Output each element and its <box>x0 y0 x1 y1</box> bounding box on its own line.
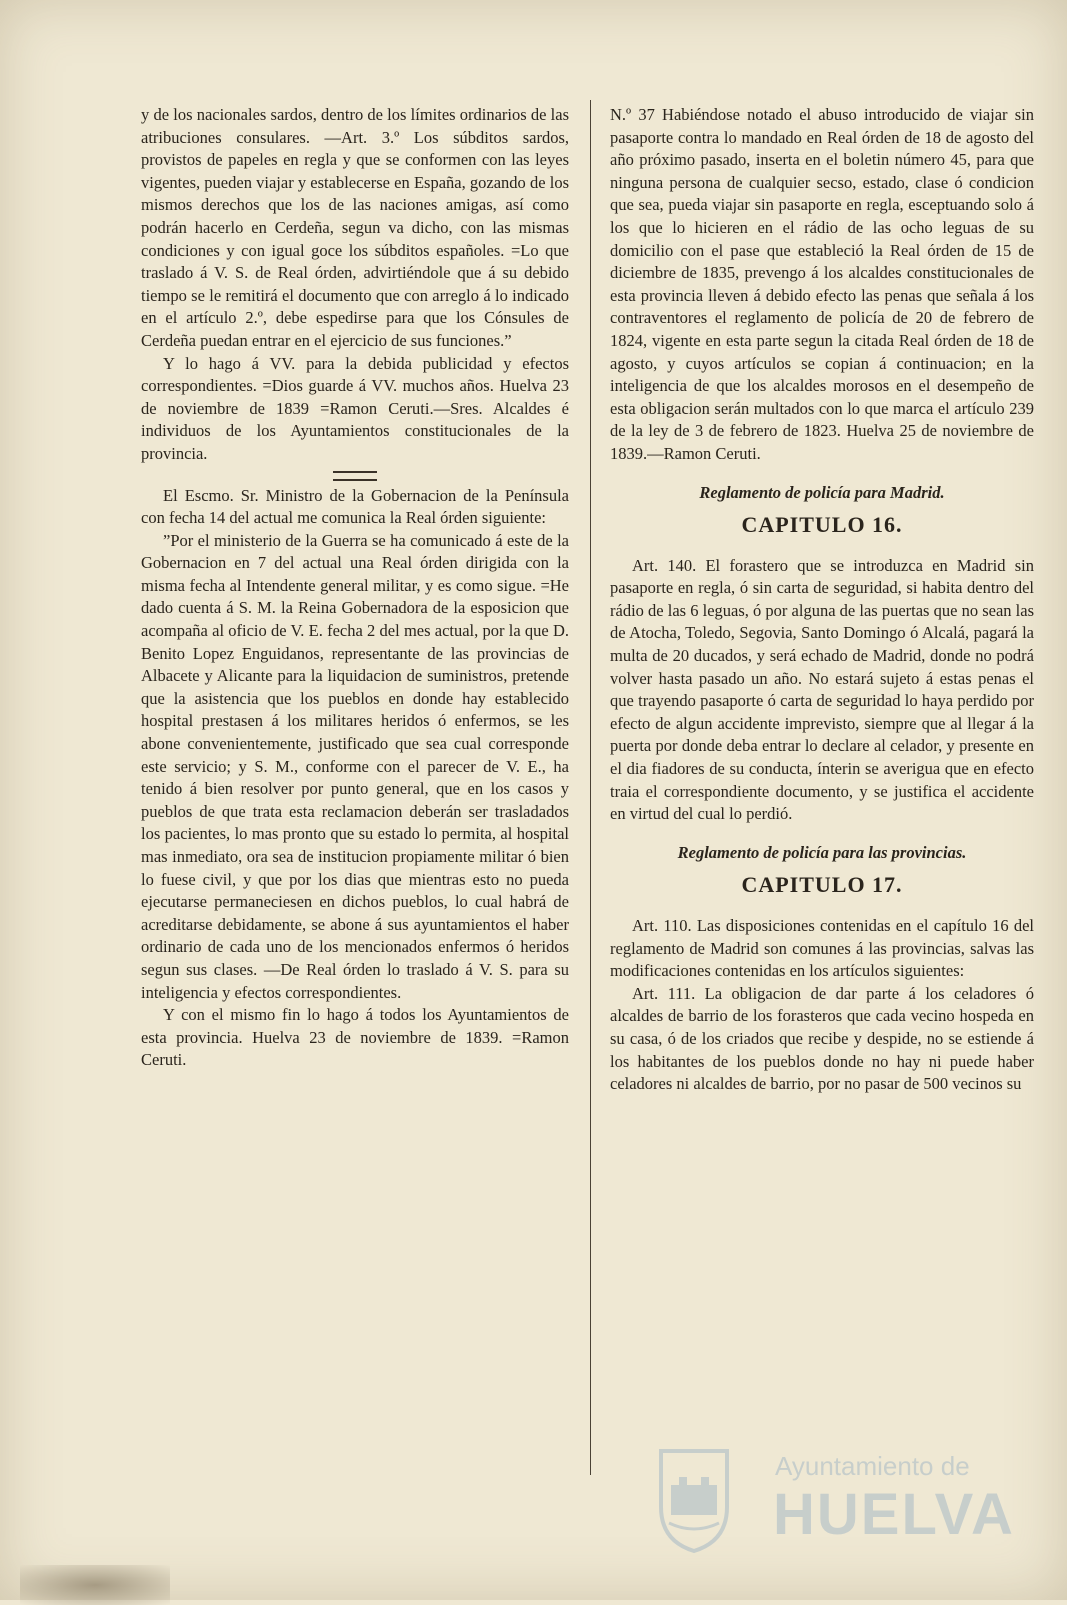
right-paragraph-1: N.º 37 Habiéndose notado el abuso introducido de viajar sin pasaporte contra lo mandado en Real órden de 18 de agosto del año próximo pasado, inserta en el boletin número 45, para que ninguna persona de cualquier secso, estado, clase ó condicion que sea, pueda viajar sin pasaporte en regla, esceptuando solo á los que lo hicieren en el rádio de las ocho leguas de su domicilio con el pase que estableció la Real órden de 15 de diciembre de 1835, prevengo á los alcaldes constitucionales de esta provincia lleven á debido efecto las penas que señala á los contraventores el reglamento de policía de 20 de febrero de 1824, vigente en esta parte segun la citada Real órden de 18 de agosto, y cuyos artículos se copian á continuacion; en la inteligencia de que los alcaldes morosos en el desempeño de esta obligacion serán multados con lo que marca el artículo 239 de la ley de 3 de febrero de 1823. Huelva 25 de noviembre de 1839.—Ramon Ceruti. <box>610 105 1034 463</box>
left-paragraph-5: Y con el mismo fin lo hago á todos los Ayuntamientos de esta provincia. Huelva 23 de noviembre de 1839. =Ramon Ceruti. <box>141 1005 569 1070</box>
left-paragraph-2: Y lo hago á VV. para la debida publicidad y efectos correspondientes. =Dios guarde á VV. muchos años. Huelva 23 de noviembre de 1839 =Ramon Ceruti.—Sres. Alcaldes é individuos de los Ayuntamientos constitucionales de la provincia. <box>141 353 569 463</box>
paper-stain <box>20 1565 170 1605</box>
watermark-line-2: HUELVA <box>773 1482 1015 1547</box>
left-paragraph-4: ”Por el ministerio de la Guerra se ha comunicado á este de la Gobernacion en 7 del actual una Real órden dirigida con la misma fecha al Intendente general militar, y es como sigue. =He dado cuenta á S. M. la Reina Gobernadora de la esposicion que acompaña al oficio de V. E. fecha 2 del mes actual, por la que D. Benito Lopez Enguidanos, representante de las provincias de Albacete y Alicante para la liquidacion de suministros, pretende que la asistencia que los pueblos en donde hay establecido hospital prestasen á los militares heridos ó enfermos, se les abone convenientemente, justificado que sea cual corresponde este servicio; y S. M., conforme con el parecer de V. E., ha tenido á bien resolver por punto general, que en los casos y pueblos de que trata esta reclamacion deberán ser trasladados los pacientes, lo mas pronto que su estado lo permita, al hospital mas inmediato, ora sea de institucion propiamente militar ó bien lo fuese civil, y que por los dias que mientras esto no pueda ejecutarse permaneciesen en dichos pueblos, lo cual habrá de acreditarse debidamente, se abone á sus ayuntamientos el haber ordinario de cada uno de los mencionados enfermos ó heridos segun sus clases. —De Real órden lo traslado á V. S. para su inteligencia y efectos correspondientes. <box>141 530 569 1002</box>
right-paragraph-4: Art. 111. La obligacion de dar parte á los celadores ó alcaldes de barrio de los forasteros que cada vecino hospeda en su casa, ó de los criados que recibe y despide, no se estiende á los habitantes de los pueblos donde no hay ni puede haber celadores ni alcaldes de barrio, por no pasar de 500 vecinos su <box>610 983 1034 1094</box>
city-shield-icon <box>655 1445 733 1555</box>
watermark-line-1: Ayuntamiento de <box>775 1451 970 1481</box>
section-separator <box>333 471 377 481</box>
column-divider <box>590 100 591 1475</box>
watermark-logo <box>655 1445 1035 1565</box>
right-paragraph-2: Art. 140. El forastero que se introduzca en Madrid sin pasaporte en regla, ó sin carta de seguridad, si habita dentro del rádio de las 6 leguas, ó por alguna de las puertas que no sean las de Atocha, Toledo, Segovia, Santo Domingo ó Alcalá, pagará la multa de 20 ducados, y será echado de Madrid, donde no podrá volver hasta pasado un año. No estará sujeto á estas penas el que trayendo pasaporte ó carta de seguridad lo haya perdido por efecto de algun accidente imprevisto, siempre que al llegar á la puerta por donde deba entrar lo declare al celador, y presente en el dia fiadores de su conducta, ínterin se averigua que en efecto traia el correspondiente documento, y se justifica el accidente en virtud del cual lo perdió. <box>610 555 1034 824</box>
section-heading-madrid: Reglamento de policía para Madrid. <box>699 482 945 502</box>
left-paragraph-3: El Escmo. Sr. Ministro de la Gobernacion de la Península con fecha 14 del actual me comunica la Real órden siguiente: <box>141 485 569 528</box>
chapter-17-title: CAPITULO 17. <box>741 872 903 898</box>
right-column <box>610 104 1034 1096</box>
left-column <box>141 104 569 1072</box>
left-paragraph-1: y de los nacionales sardos, dentro de los límites ordinarios de las atribuciones consulares. —Art. 3.º Los súbditos sardos, provistos de papeles en regla y que se conformen con las leyes vigentes, pueden viajar y establecerse en España, gozando de los mismos derechos que los de las naciones amigas, así como podrán hacerlo en Cerdeña, segun va dicho, con las mismas condiciones y con igual goce los súbditos españoles. =Lo que traslado á V. S. de Real órden, advirtiéndole que á su debido tiempo se le remitirá el documento que con arreglo á lo indicado en el artículo 2.º, debe espedirse para que los Cónsules de Cerdeña puedan entrar en el ejercicio de sus funciones.” <box>141 105 569 350</box>
chapter-16-title: CAPITULO 16. <box>741 512 903 538</box>
right-paragraph-3: Art. 110. Las disposiciones contenidas en el capítulo 16 del reglamento de Madrid son comunes á las provincias, salvas las modificaciones contenidas en los artículos siguientes: <box>610 916 1034 981</box>
section-heading-provincias: Reglamento de policía para las provincias. <box>677 842 967 862</box>
